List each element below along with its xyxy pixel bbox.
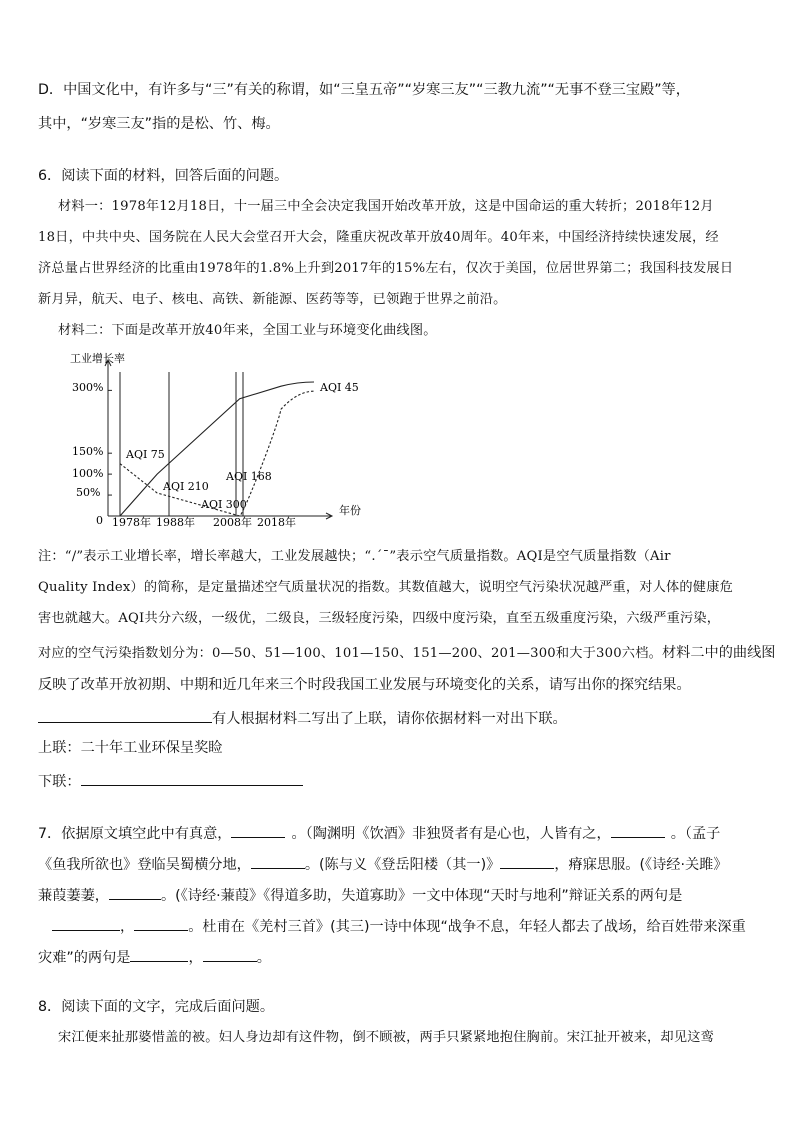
option-d-line2: 其中，“岁寒三友”指的是松、竹、梅。 xyxy=(38,116,280,132)
q6-title: 6．阅读下面的材料，回答后面的问题。 xyxy=(38,168,289,184)
q7-text-2c: ，瘠寐思服。(《诗经·关雎》 xyxy=(554,857,728,873)
q7-line1 xyxy=(38,823,764,842)
option-d-line1: D．中国文化中，有许多与“三”有关的称谓，如“三皇五帝”“岁寒三友”“三教九流”“无事不登三宝殿”等， xyxy=(38,82,690,98)
q7-text-4a: ， xyxy=(120,919,135,935)
x-tick-1988: 1988年 xyxy=(156,516,195,529)
xialian-label: 下联： xyxy=(38,774,81,790)
q7-text-1a: 7．依据原文填空此中有真意， xyxy=(38,826,232,842)
answer-blank-1[interactable] xyxy=(38,708,212,723)
q7-blank-5[interactable] xyxy=(109,885,161,900)
q7-blank-7[interactable] xyxy=(134,916,188,931)
material2-intro: 材料二：下面是改革开放40年来，全国工业与环境变化曲线图。 xyxy=(58,323,437,338)
xialian-line xyxy=(38,771,764,790)
note-line2: Quality Index）的简称，是定量描述空气质量状况的指数。其数值越大，说明空气污染状况越严重，对人体的健康危 xyxy=(38,580,733,595)
y-tick-150: 150% xyxy=(72,445,104,458)
x-axis-label: 年份 xyxy=(339,504,361,517)
material1-line1: 材料一：1978年12月18日，十一届三中全会决定我国开始改革开放，这是中国命运的重大转折；2018年12月 xyxy=(58,199,714,214)
q7-line3 xyxy=(38,885,764,904)
material1-line2: 18日，中共中央、国务院在人民大会堂召开大会，隆重庆祝改革开放40周年。40年来，中国经济持续快速发展，经 xyxy=(38,230,719,245)
xialian-blank[interactable] xyxy=(81,771,303,786)
q7-blank-8[interactable] xyxy=(130,947,188,962)
y-tick-300: 300% xyxy=(72,381,104,394)
y-tick-100: 100% xyxy=(72,467,104,480)
note-line1: 注：“/”表示工业增长率，增长率越大，工业发展越快；“.ˊˉ”表示空气质量指数。AQI是空气质量指数（Air xyxy=(38,549,671,564)
note-line5: 反映了改革开放初期、中期和近几年来三个时段我国工业发展与环境变化的关系，请写出你的探究结果。 xyxy=(38,677,691,693)
task2-line xyxy=(38,708,764,727)
q7-text-5b: ， xyxy=(188,950,203,966)
q7-text-3b: 。(《诗经·蒹葭》《得道多助，失道寡助》一文中体现“天时与地利”辩证关系的两句是 xyxy=(160,888,683,904)
q7-text-3a: 蒹葭萋萋， xyxy=(38,888,109,904)
y-axis-label: 工业增长率 xyxy=(70,352,125,365)
y-tick-50: 50% xyxy=(76,486,101,499)
q7-text-4b: 。杜甫在《羌村三首》(其三)一诗中体现“战争不息，年轻人都去了战场，给百姓带来深重 xyxy=(188,919,746,935)
q7-blank-1[interactable] xyxy=(231,823,285,838)
q7-text-5c: 。 xyxy=(256,950,271,966)
x-tick-2008: 2008年 xyxy=(213,516,252,529)
material1-line4: 新月异，航天、电子、核电、高铁、新能源、医药等等，已领跑于世界之前沿。 xyxy=(38,292,507,307)
industry-environment-chart xyxy=(62,348,382,534)
annotation-aqi-168: AQI 168 xyxy=(226,470,272,483)
q7-blank-6[interactable] xyxy=(52,916,120,931)
origin-label: 0 xyxy=(96,514,103,527)
note-line4 xyxy=(38,645,776,662)
shanglian: 上联：二十年工业环保呈奖睑 xyxy=(38,740,223,756)
q7-blank-3[interactable] xyxy=(251,854,305,869)
q7-blank-2[interactable] xyxy=(611,823,665,838)
q8-title: 8．阅读下面的文字，完成后面问题。 xyxy=(38,999,275,1015)
annotation-aqi-45: AQI 45 xyxy=(320,381,359,394)
q7-text-2a: 《鱼我所欲也》登临吴蜀横分地， xyxy=(38,857,251,873)
note-line4-a: 对应的空气污染指数划分为：0—50、51—100、101—150、151—200、201—300和大于300六档。 xyxy=(38,646,662,661)
q7-line4 xyxy=(38,916,764,935)
task2-text: 有人根据材料二写出了上联，请你依据材料一对出下联。 xyxy=(212,711,567,727)
annotation-aqi-75: AQI 75 xyxy=(126,448,165,461)
q7-text-1b: 。（陶渊明《饮酒》非独贤者有是心也，人皆有之， xyxy=(291,826,611,842)
note-line3: 害也就越大。AQI共分六级，一级优，二级良，三级轻度污染，四级中度污染，直至五级重度污染，六级严重污染， xyxy=(38,611,721,626)
q7-line2 xyxy=(38,854,764,873)
annotation-aqi-210: AQI 210 xyxy=(163,480,209,493)
q7-text-2b: 。(陈与义《登岳阳楼（其一)》 xyxy=(304,857,501,873)
x-tick-2018: 2018年 xyxy=(257,516,296,529)
annotation-aqi-300: AQI 300 xyxy=(201,498,247,511)
q7-line5 xyxy=(38,947,764,966)
q8-line1: 宋江便来扯那婆惜盖的被。妇人身边却有这件物，倒不顾被，两手只紧紧地抱住胸前。宋江扯开被来，却见这鸾 xyxy=(58,1030,714,1045)
q7-text-1c: 。（孟子 xyxy=(670,826,721,842)
x-tick-1978: 1978年 xyxy=(112,516,151,529)
q7-text-5a: 灾难”的两句是 xyxy=(38,950,131,966)
material1-line3: 济总量占世界经济的比重由1978年的1.8%上升到2017年的15%左右，仅次于美国，位居世界第二；我国科技发展日 xyxy=(38,261,734,276)
q7-blank-4[interactable] xyxy=(500,854,554,869)
q7-blank-9[interactable] xyxy=(203,947,257,962)
note-line4-b: 材料二中的曲线图 xyxy=(661,645,776,661)
